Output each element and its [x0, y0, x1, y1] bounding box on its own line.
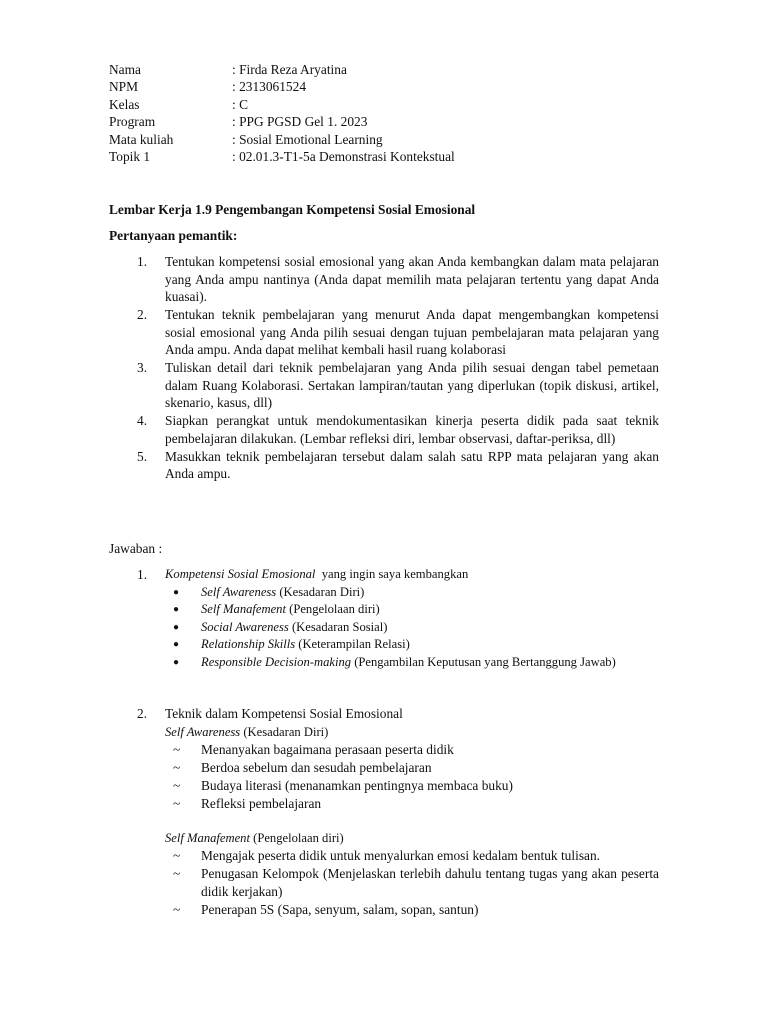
worksheet-title: Lembar Kerja 1.9 Pengembangan Kompetensi Sosial Emosional: [109, 202, 476, 217]
list-item: [165, 601, 659, 619]
list-item: [165, 636, 659, 654]
tilde-bullet-icon: ~: [173, 778, 181, 793]
question-number: 5.: [137, 448, 148, 464]
section-heading-self-management: [137, 829, 659, 847]
question-item: [137, 412, 659, 447]
question-text: Tentukan teknik pembelajaran yang menurut Anda dapat mengembangkan kompetensi sosial emosional yang Anda pilih sesuai dengan tujuan pembelajaran mata pelajaran yang Anda ampu. Anda dapat melihat kembali hasil ruang kolaborasi: [165, 307, 659, 358]
list-item-text: [201, 619, 659, 637]
question-text: Tuliskan detail dari teknik pembelajaran yang Anda pilih sesuai dengan tabel pemetaan dalam Ruang Kolaborasi. Sertakan lampiran/tautan yang diperlukan (topik diskusi, artikel, skenario, kasus, dll): [165, 360, 659, 411]
list-item: [173, 847, 659, 865]
identity-value: : 02.01.3-T1-5a Demonstrasi Kontekstual: [232, 148, 455, 164]
tilde-bullet-icon: ~: [173, 742, 181, 757]
questions-list: [137, 253, 659, 483]
list-item: [173, 901, 659, 919]
bullet-icon: ●: [173, 621, 180, 633]
identity-key: Program: [109, 114, 156, 130]
item-rest: (Kesadaran Diri): [276, 584, 365, 599]
identity-row-npm: [109, 78, 669, 95]
section-italic: Self Awareness: [165, 725, 241, 739]
tilde-bullet-icon: ~: [173, 866, 181, 881]
list-item-text: Penugasan Kelompok (Menjelaskan terlebih dahulu tentang tugas yang akan peserta didik kerjakan): [201, 866, 659, 899]
question-number: 3.: [137, 360, 148, 376]
list-item: [173, 865, 659, 901]
identity-value: : Firda Reza Aryatina: [232, 62, 347, 77]
question-number: 1.: [137, 254, 148, 269]
list-item-text: Berdoa sebelum dan sesudah pembelajaran: [201, 760, 432, 775]
item-italic: Self Awareness: [201, 584, 277, 599]
answer-1-heading-text: [165, 566, 468, 584]
item-rest: (Kesadaran Sosial): [288, 619, 388, 634]
list-item-text: Budaya literasi (menanamkan pentingnya membaca buku): [201, 778, 513, 793]
identity-block: [109, 61, 669, 165]
identity-key: Topik 1: [109, 148, 151, 164]
section-italic: Self Manafement: [165, 831, 250, 845]
bullet-icon: ●: [173, 586, 180, 598]
heading-rest: yang ingin saya kembangkan: [315, 567, 469, 581]
tilde-bullet-icon: ~: [173, 848, 181, 863]
questions-heading: Pertanyaan pemantik:: [109, 228, 238, 243]
identity-value: : 2313061524: [232, 79, 307, 95]
question-item: [137, 448, 659, 483]
question-number: 4.: [137, 413, 148, 429]
list-item: [173, 777, 659, 795]
question-text: Tentukan kompetensi sosial emosional yang akan Anda kembangkan dalam mata pelajaran yang Anda ampu nantinya (Anda dapat memilih mata pelajaran tertentu yang dapat Anda kuasai).: [165, 254, 659, 305]
list-item: [165, 619, 659, 637]
answer-2-heading: [137, 705, 659, 723]
tilde-bullet-icon: ~: [173, 760, 181, 775]
identity-key: Mata kuliah: [109, 131, 174, 147]
identity-row-program: [109, 113, 669, 130]
identity-row-class: [109, 96, 669, 113]
answer-number: 1.: [137, 567, 148, 582]
list-item: [165, 584, 659, 602]
tilde-bullet-icon: ~: [173, 796, 181, 811]
question-text: Masukkan teknik pembelajaran tersebut dalam salah satu RPP mata pelajaran yang akan Anda ampu.: [165, 448, 659, 482]
bullet-icon: ●: [173, 639, 180, 651]
bullet-icon: ●: [173, 604, 180, 616]
question-item: [137, 253, 659, 306]
section-rest: (Pengelolaan diri): [249, 831, 344, 845]
list-item-text: [201, 636, 659, 654]
item-rest: (Pengelolaan diri): [285, 602, 380, 617]
identity-key: NPM: [109, 79, 139, 95]
list-item-text: Refleksi pembelajaran: [201, 796, 322, 811]
answer-label: Jawaban :: [109, 541, 163, 556]
answer-1: [137, 566, 659, 672]
identity-value: : C: [232, 96, 248, 112]
list-item-text: [201, 584, 659, 602]
list-item: [173, 759, 659, 777]
identity-key: Nama: [109, 62, 141, 77]
spacer: [137, 813, 659, 829]
question-item: [137, 359, 659, 412]
technique-list-self-management: [137, 847, 659, 919]
list-item: [173, 741, 659, 759]
technique-list-self-awareness: [137, 741, 659, 813]
heading-italic: Kompetensi Sosial Emosional: [165, 567, 316, 581]
item-italic: Self Manafement: [201, 602, 286, 617]
section-rest: (Kesadaran Diri): [240, 725, 329, 739]
question-number: 2.: [137, 307, 148, 323]
identity-row-name: [109, 61, 669, 78]
identity-row-topic: [109, 148, 669, 165]
list-item: [165, 654, 659, 672]
answer-1-heading: [137, 566, 659, 584]
list-item-text: Mengajak peserta didik untuk menyalurkan emosi kedalam bentuk tulisan.: [201, 848, 601, 863]
item-italic: Relationship Skills: [201, 637, 296, 652]
section-heading-self-awareness: [137, 723, 659, 741]
item-italic: Social Awareness: [201, 619, 289, 634]
list-item-text: [201, 654, 659, 672]
tilde-bullet-icon: ~: [173, 902, 181, 917]
list-item: [173, 795, 659, 813]
item-rest: (Pengambilan Keputusan yang Bertanggung Jawab): [351, 654, 616, 669]
identity-value: : Sosial Emotional Learning: [232, 131, 383, 147]
list-item-text: Menanyakan bagaimana perasaan peserta didik: [201, 742, 454, 757]
answer-2-heading-text: Teknik dalam Kompetensi Sosial Emosional: [165, 706, 403, 721]
answer-number: 2.: [137, 706, 148, 721]
question-text: Siapkan perangkat untuk mendokumentasikan kinerja peserta didik pada saat teknik pembelajaran dilakukan. (Lembar refleksi diri, lembar observasi, daftar-periksa, dll): [165, 413, 659, 446]
question-item: [137, 306, 659, 359]
bullet-icon: ●: [173, 656, 180, 668]
identity-value: : PPG PGSD Gel 1. 2023: [232, 114, 368, 130]
identity-row-course: [109, 131, 669, 148]
competency-list: [137, 584, 659, 672]
item-rest: (Keterampilan Relasi): [295, 637, 410, 652]
answer-2: [137, 705, 659, 919]
list-item-text: [201, 601, 659, 619]
item-italic: Responsible Decision-making: [201, 654, 352, 669]
list-item-text: Penerapan 5S (Sapa, senyum, salam, sopan, santun): [201, 902, 479, 917]
identity-key: Kelas: [109, 96, 140, 112]
